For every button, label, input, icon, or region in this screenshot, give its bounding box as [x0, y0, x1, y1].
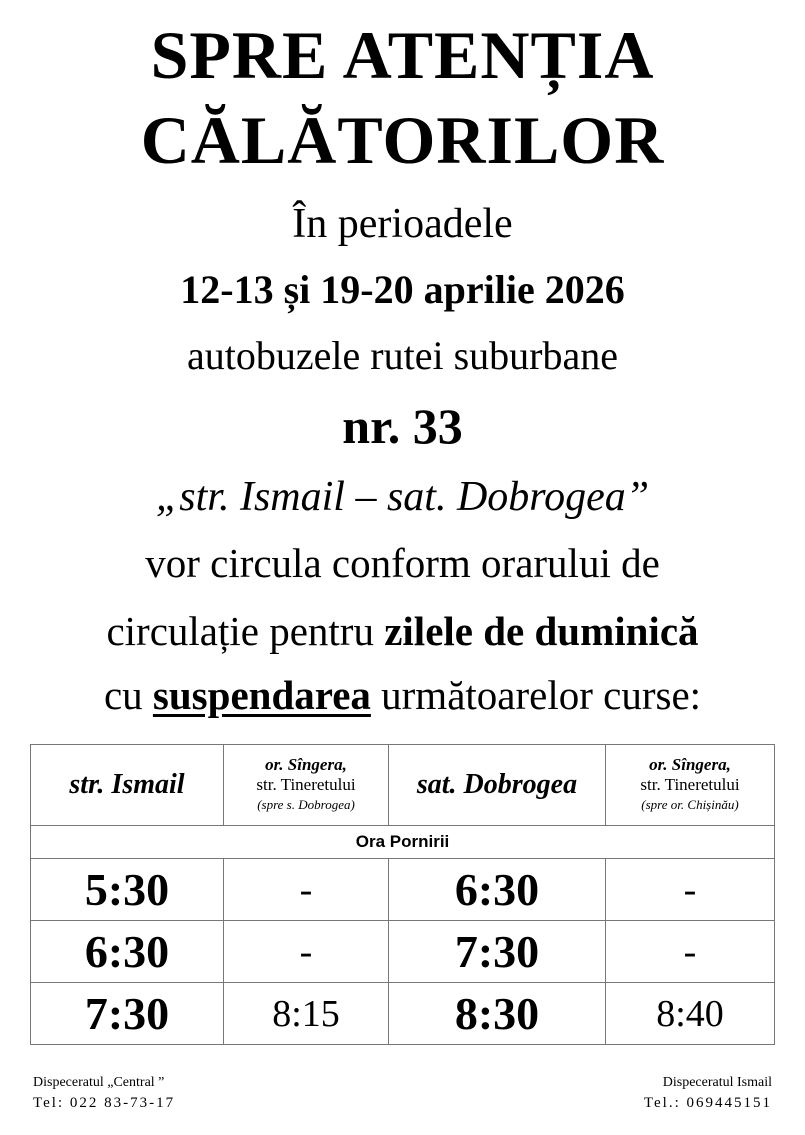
notice-paragraph-line3: [0, 668, 805, 722]
time-cell: -: [606, 921, 775, 983]
dispatch-ismail-name: Dispeceratul Ismail: [662, 1075, 772, 1090]
paragraph-suffix: următoarelor curse:: [370, 672, 702, 718]
time-cell: 6:30: [31, 921, 224, 983]
notice-title-line2: CĂLĂTORILOR: [140, 102, 665, 178]
period-intro: În perioadele: [292, 201, 513, 247]
dispatch-ismail-phone: Tel.: 069445151: [643, 1095, 772, 1111]
header-sat-dobrogea: sat. Dobrogea: [389, 745, 606, 826]
time-cell: -: [224, 921, 389, 983]
suspension-text: suspendarea: [152, 672, 371, 718]
footer-dispatch-ismail: [644, 1073, 772, 1113]
table-row: [31, 983, 775, 1045]
notice-paragraph-line2: [0, 604, 805, 658]
paragraph-plain-text: circulație pentru: [106, 608, 385, 654]
buses-text: autobuzele rutei suburbane: [187, 333, 618, 378]
dispatch-central-name: Dispeceratul „Central ”: [33, 1075, 165, 1090]
time-cell: 8:30: [389, 983, 606, 1045]
header-singera-to-dobrogea: or. Sîngera, str. Tineretului (spre s. Dobrogea): [224, 745, 389, 826]
time-cell: 6:30: [389, 859, 606, 921]
time-cell: 8:15: [224, 983, 389, 1045]
table-row: [31, 859, 775, 921]
notice-title-line1: SPRE ATENȚIA: [150, 17, 655, 93]
sunday-schedule-text: zilele de duminică: [384, 608, 699, 654]
route-name: „str. Ismail – sat. Dobrogea”: [155, 474, 650, 520]
time-cell: 7:30: [31, 983, 224, 1045]
time-cell: 7:30: [389, 921, 606, 983]
footer-dispatch-central: [33, 1073, 175, 1113]
dispatch-central-phone: Tel: 022 83-73-17: [33, 1095, 176, 1111]
time-cell: -: [606, 859, 775, 921]
route-number: nr. 33: [342, 398, 463, 454]
header-str-ismail: str. Ismail: [31, 745, 224, 826]
table-subheader-row: [31, 826, 775, 859]
header-singera-to-chisinau: or. Sîngera, str. Tineretului (spre or. Chișinău): [606, 745, 775, 826]
schedule-table: [30, 744, 775, 1045]
notice-paragraph-line1: vor circula conform orarului de: [145, 540, 660, 586]
period-dates: 12-13 și 19-20 aprilie 2026: [180, 267, 625, 312]
departure-time-label: Ora Pornirii: [31, 826, 775, 859]
time-cell: 5:30: [31, 859, 224, 921]
time-cell: -: [224, 859, 389, 921]
table-header-row: [31, 745, 775, 826]
table-row: [31, 921, 775, 983]
time-cell: 8:40: [606, 983, 775, 1045]
paragraph-prefix: cu: [103, 672, 153, 718]
